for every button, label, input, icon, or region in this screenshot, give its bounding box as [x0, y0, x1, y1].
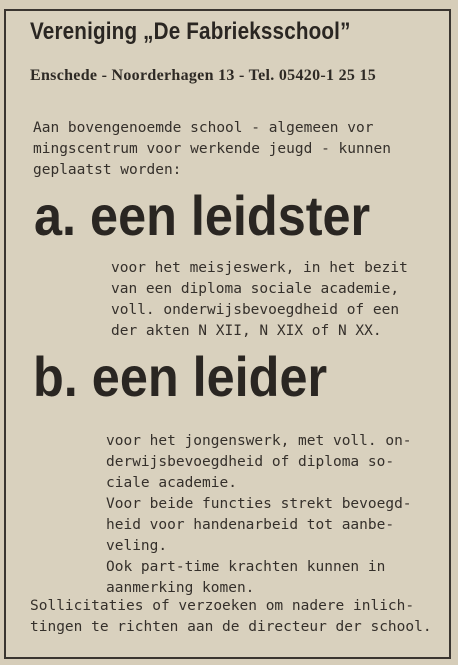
description-line: veling. — [106, 538, 168, 554]
advertisement-title: Vereniging „De Fabrieksschool” — [30, 18, 351, 45]
description-line: aanmerking komen. — [106, 580, 255, 596]
intro-paragraph — [33, 118, 391, 181]
description-line: ciale academie. — [106, 475, 237, 491]
closing-line: Sollicitaties of verzoeken om nadere inlich- — [30, 598, 415, 614]
description-line: heid voor handenarbeid tot aanbe- — [106, 517, 395, 533]
description-line: van een diploma sociale academie, — [111, 281, 400, 297]
description-line: derwijsbevoegdheid of diploma so- — [106, 454, 395, 470]
description-line: voll. onderwijsbevoegdheid of een — [111, 302, 400, 318]
intro-line: geplaatst worden: — [33, 162, 182, 178]
description-line: Ook part-time krachten kunnen in — [106, 559, 386, 575]
description-line: der akten N XII, N XIX of N XX. — [111, 323, 382, 339]
description-line: Voor beide functies strekt bevoegd- — [106, 496, 412, 512]
description-line: voor het jongenswerk, met voll. on- — [106, 433, 412, 449]
closing-line: tingen te richten aan de directeur der school. — [30, 619, 432, 635]
closing-paragraph — [30, 596, 432, 638]
intro-line: mingscentrum voor werkende jeugd - kunnen — [33, 141, 391, 157]
position-a-description — [111, 258, 408, 342]
intro-line: Aan bovengenoemde school - algemeen vor — [33, 120, 374, 136]
description-line: voor het meisjeswerk, in het bezit — [111, 260, 408, 276]
position-a-heading: a. een leidster — [34, 184, 371, 247]
position-b-heading: b. een leider — [33, 345, 328, 408]
position-b-description — [106, 431, 412, 599]
address-line: Enschede - Noorderhagen 13 - Tel. 05420-1 25 15 — [30, 67, 377, 84]
